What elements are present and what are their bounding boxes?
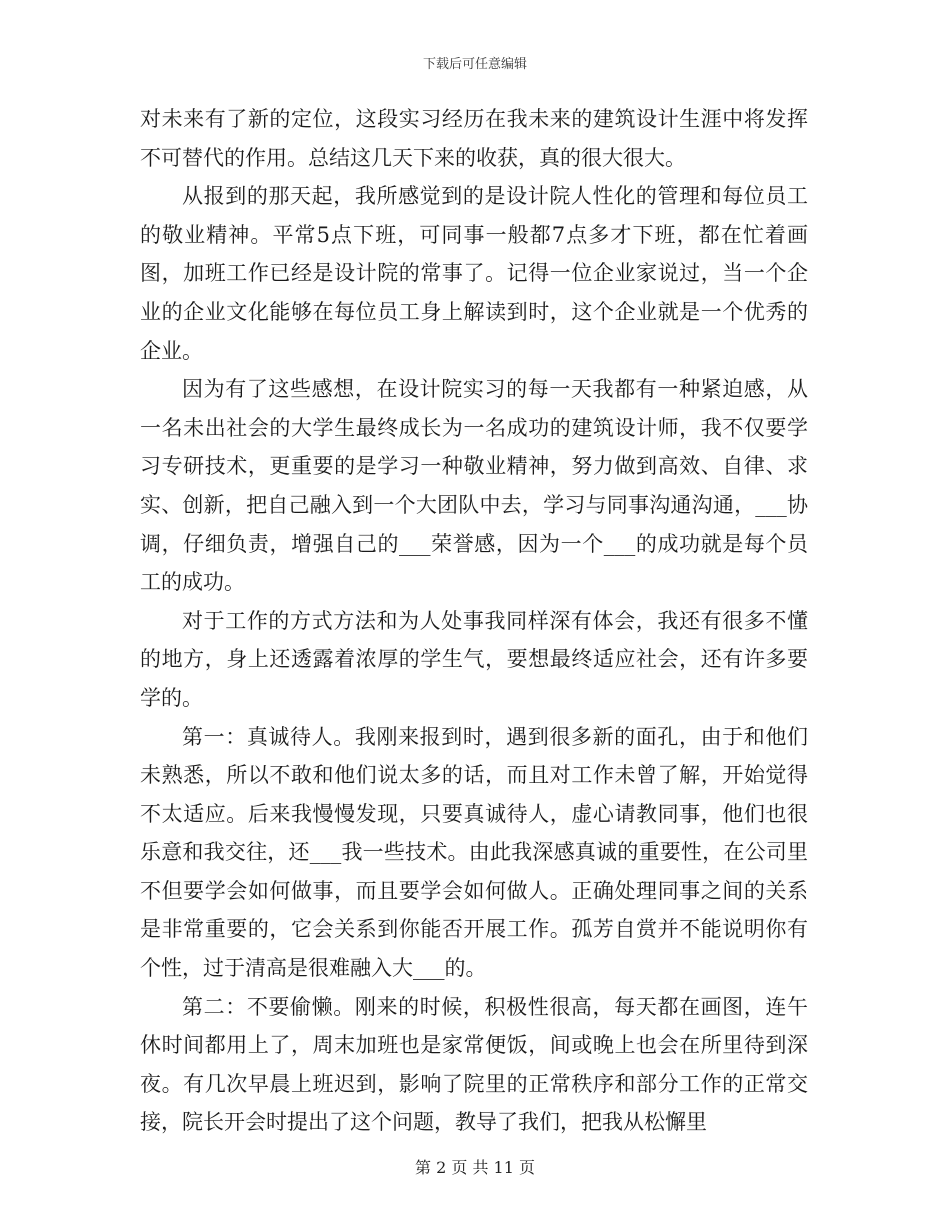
document-body xyxy=(140,100,808,1142)
paragraph-first-impression: 从报到的那天起，我所感觉到的是设计院人性化的管理和每位员工的敬业精神。平常5点下班，可同事一般都7点多才下班，都在忙着画图，加班工作已经是设计院的常事了。记得一位企业家说过，当一个企业的企业文化能够在每位员工身上解读到时，这个企业就是一个优秀的企业。 xyxy=(140,184,808,363)
paragraph-urgency: 因为有了这些感想，在设计院实习的每一天我都有一种紧迫感，从一名未出社会的大学生最终成长为一名成功的建筑设计师，我不仅要学习专研技术，更重要的是学习一种敬业精神，努力做到高效、自律、求实、创新，把自己融入到一个大团队中去，学习与同事沟通沟通，___协调，仔细负责，增强自己的___荣誉感，因为一个___的成功就是每个员工的成功。 xyxy=(140,377,808,595)
paragraph-point-one: 第一：真诚待人。我刚来报到时，遇到很多新的面孔，由于和他们未熟悉，所以不敢和他们说太多的话，而且对工作未曾了解，开始觉得不太适应。后来我慢慢发现，只要真诚待人，虚心请教同事，他们也很乐意和我交往，还___我一些技术。由此我深感真诚的重要性，在公司里不但要学会如何做事，而且要学会如何做人。正确处理同事之间的关系是非常重要的，它会关系到你能否开展工作。孤芳自赏并不能说明你有个性，过于清高是很难融入大___的。 xyxy=(140,724,808,981)
paragraph-point-two: 第二：不要偷懒。刚来的时候，积极性很高，每天都在画图，连午休时间都用上了，周末加班也是家常便饭，间或晚上也会在所里待到深夜。有几次早晨上班迟到，影响了院里的正常秩序和部分工作的正常交接，院长开会时提出了这个问题，教导了我们，把我从松懈里 xyxy=(140,994,808,1135)
page-header-note: 下载后可任意编辑 xyxy=(422,57,527,72)
page-number: 第 2 页 共 11 页 xyxy=(415,1158,535,1177)
paragraph-methods: 对于工作的方式方法和为人处事我同样深有体会，我还有很多不懂的地方，身上还透露着浓厚的学生气，要想最终适应社会，还有许多要学的。 xyxy=(140,608,808,710)
paragraph-continuation: 对未来有了新的定位，这段实习经历在我未来的建筑设计生涯中将发挥不可替代的作用。总结这几天下来的收获，真的很大很大。 xyxy=(140,107,808,170)
